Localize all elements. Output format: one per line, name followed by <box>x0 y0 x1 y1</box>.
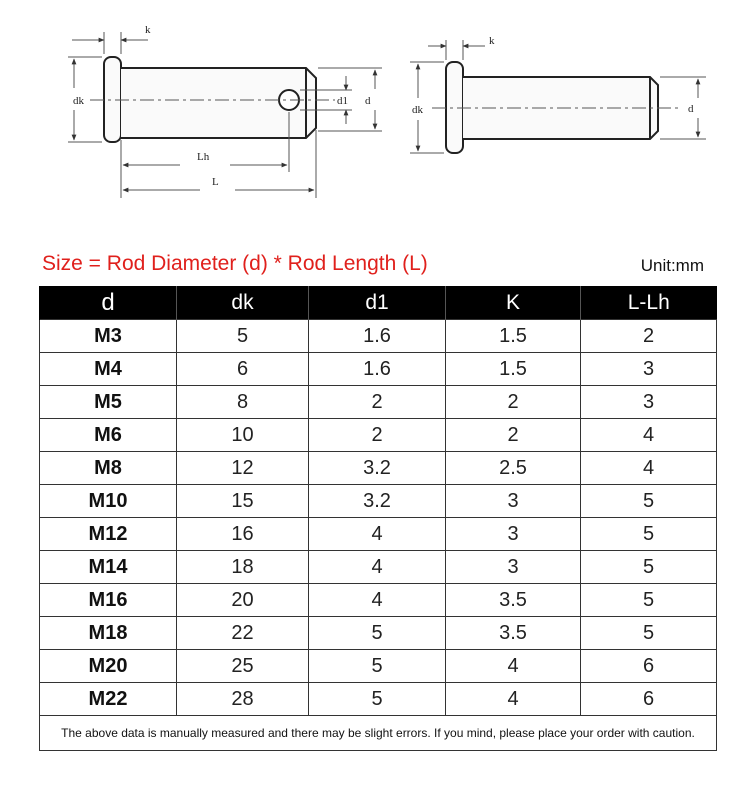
cell-k: 3.5 <box>446 584 581 617</box>
cell-dk: 28 <box>177 683 309 716</box>
cell-l-lh: 5 <box>581 485 717 518</box>
cell-dk: 8 <box>177 386 309 419</box>
cell-dk: 5 <box>177 320 309 353</box>
cell-size: M14 <box>40 551 177 584</box>
cell-l-lh: 5 <box>581 617 717 650</box>
label-dk-right: dk <box>412 104 423 116</box>
table-note-row <box>40 716 717 751</box>
cell-size: M8 <box>40 452 177 485</box>
label-k-right: k <box>489 35 495 47</box>
cell-size: M12 <box>40 518 177 551</box>
label-d-left: d <box>365 95 371 107</box>
cell-l-lh: 4 <box>581 452 717 485</box>
table-row <box>40 617 717 650</box>
cell-k: 3 <box>446 485 581 518</box>
cell-dk: 18 <box>177 551 309 584</box>
cell-dk: 12 <box>177 452 309 485</box>
cell-l-lh: 5 <box>581 584 717 617</box>
label-k-left: k <box>145 24 151 36</box>
table-row <box>40 386 717 419</box>
label-dk-left: dk <box>73 95 84 107</box>
cell-dk: 25 <box>177 650 309 683</box>
table-row <box>40 518 717 551</box>
label-d-right: d <box>688 103 694 115</box>
cell-size: M6 <box>40 419 177 452</box>
table-row <box>40 683 717 716</box>
cell-k: 3 <box>446 518 581 551</box>
cell-k: 1.5 <box>446 320 581 353</box>
cell-d1: 2 <box>309 419 446 452</box>
table-row <box>40 419 717 452</box>
cell-size: M18 <box>40 617 177 650</box>
header-d1: d1 <box>309 286 446 320</box>
header-k: K <box>446 286 581 320</box>
cell-d1: 2 <box>309 386 446 419</box>
cell-k: 3.5 <box>446 617 581 650</box>
header-d: d <box>40 286 177 320</box>
cell-size: M4 <box>40 353 177 386</box>
cell-size: M22 <box>40 683 177 716</box>
label-lh: Lh <box>197 151 210 163</box>
label-d1-left: d1 <box>337 95 348 107</box>
pin-diagram <box>0 0 750 245</box>
table-row <box>40 452 717 485</box>
cell-l-lh: 3 <box>581 386 717 419</box>
cell-d1: 3.2 <box>309 485 446 518</box>
cell-l-lh: 2 <box>581 320 717 353</box>
label-l: L <box>212 176 219 188</box>
cell-d1: 5 <box>309 683 446 716</box>
cell-k: 4 <box>446 650 581 683</box>
cell-d1: 4 <box>309 584 446 617</box>
cell-size: M10 <box>40 485 177 518</box>
cell-dk: 6 <box>177 353 309 386</box>
cell-l-lh: 5 <box>581 518 717 551</box>
table-row <box>40 650 717 683</box>
unit-label: Unit:mm <box>640 256 704 275</box>
cell-dk: 15 <box>177 485 309 518</box>
header-l-lh: L-Lh <box>581 286 717 320</box>
cell-size: M16 <box>40 584 177 617</box>
table-header-row <box>40 286 717 320</box>
cell-l-lh: 6 <box>581 650 717 683</box>
cell-d1: 4 <box>309 518 446 551</box>
cell-d1: 5 <box>309 650 446 683</box>
cell-size: M5 <box>40 386 177 419</box>
table-row <box>40 320 717 353</box>
cell-dk: 10 <box>177 419 309 452</box>
cell-d1: 5 <box>309 617 446 650</box>
cell-size: M3 <box>40 320 177 353</box>
spec-table <box>39 286 717 751</box>
cell-l-lh: 3 <box>581 353 717 386</box>
cell-k: 2.5 <box>446 452 581 485</box>
table-row <box>40 353 717 386</box>
cell-k: 4 <box>446 683 581 716</box>
cell-dk: 20 <box>177 584 309 617</box>
cell-d1: 4 <box>309 551 446 584</box>
cell-k: 2 <box>446 386 581 419</box>
cell-k: 2 <box>446 419 581 452</box>
cell-d1: 3.2 <box>309 452 446 485</box>
table-row <box>40 584 717 617</box>
cell-l-lh: 6 <box>581 683 717 716</box>
cell-l-lh: 5 <box>581 551 717 584</box>
cell-dk: 16 <box>177 518 309 551</box>
cell-k: 1.5 <box>446 353 581 386</box>
cell-dk: 22 <box>177 617 309 650</box>
table-row <box>40 485 717 518</box>
table-row <box>40 551 717 584</box>
cell-d1: 1.6 <box>309 353 446 386</box>
size-formula-title: Size = Rod Diameter (d) * Rod Length (L) <box>42 252 428 275</box>
cell-k: 3 <box>446 551 581 584</box>
cell-l-lh: 4 <box>581 419 717 452</box>
measurement-note: The above data is manually measured and there may be slight errors. If you mind, please place your order with caution. <box>40 716 717 751</box>
cell-size: M20 <box>40 650 177 683</box>
cell-d1: 1.6 <box>309 320 446 353</box>
header-dk: dk <box>177 286 309 320</box>
